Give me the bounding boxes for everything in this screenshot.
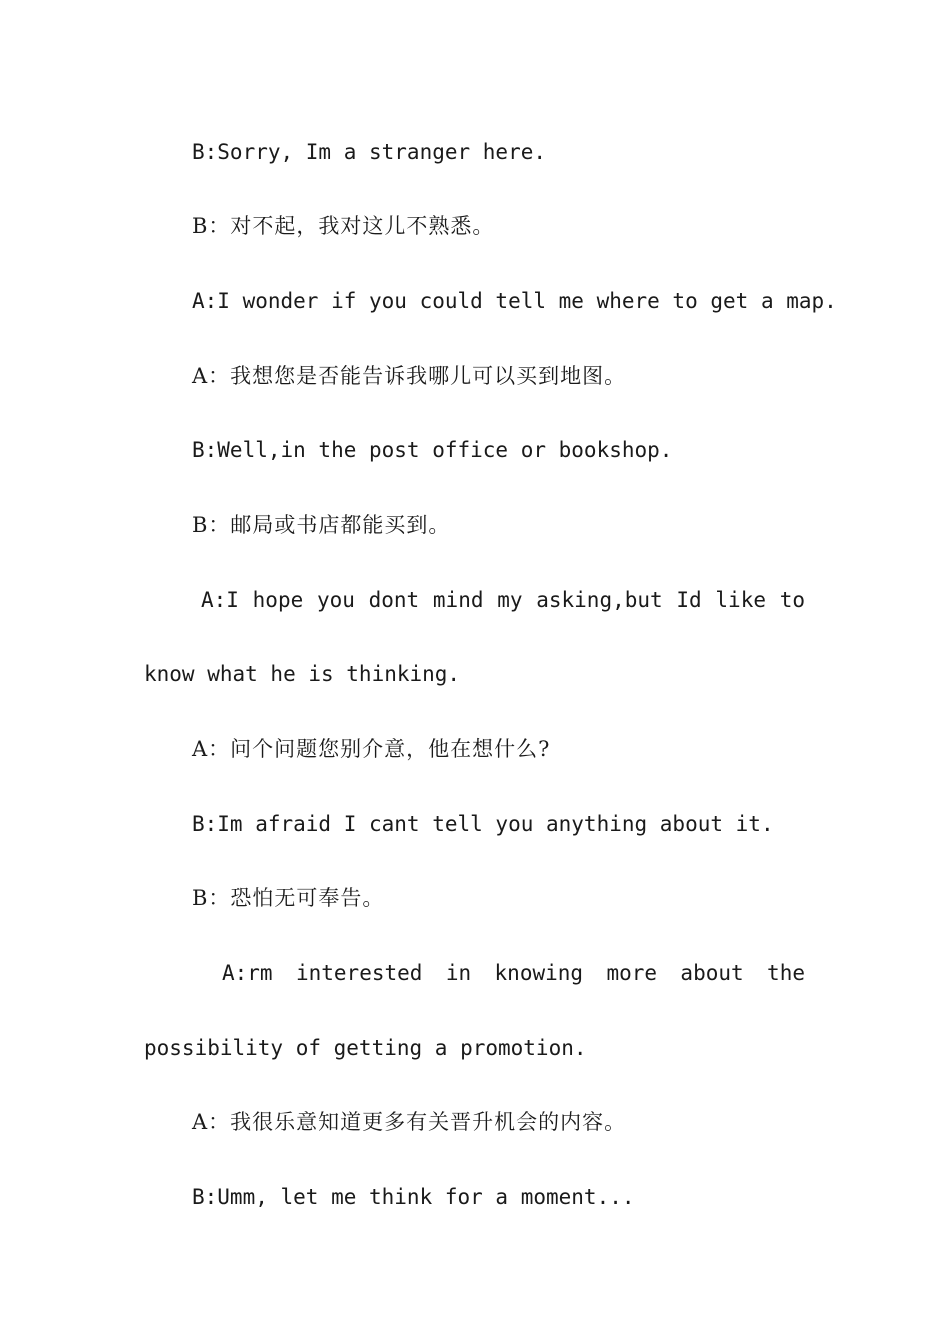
dialogue-line: A：我很乐意知道更多有关晋升机会的内容。: [192, 1110, 627, 1134]
dialogue-line: A:I hope you dont mind my asking,but Id like to: [201, 588, 805, 612]
dialogue-line: B：对不起，我对这儿不熟悉。: [192, 214, 495, 238]
dialogue-line: A:I wonder if you could tell me where to get a map.: [192, 289, 837, 313]
dialogue-line: A：我想您是否能告诉我哪儿可以买到地图。: [192, 364, 627, 388]
dialogue-line: B：恐怕无可奉告。: [192, 886, 385, 910]
dialogue-line: A:rm interested in knowing more about the: [222, 961, 805, 985]
dialogue-line: B:Well,in the post office or bookshop.: [192, 438, 673, 462]
dialogue-line-continuation: possibility of getting a promotion.: [144, 1036, 587, 1060]
dialogue-line: B：邮局或书店都能买到。: [192, 513, 451, 537]
dialogue-line: B:Umm, let me think for a moment...: [192, 1185, 635, 1209]
dialogue-line: A：问个问题您别介意，他在想什么?: [192, 737, 551, 761]
dialogue-line-continuation: know what he is thinking.: [144, 662, 461, 686]
dialogue-line: B:Im afraid I cant tell you anything about it.: [192, 812, 774, 836]
dialogue-line: B:Sorry, Im a stranger here.: [192, 140, 547, 164]
